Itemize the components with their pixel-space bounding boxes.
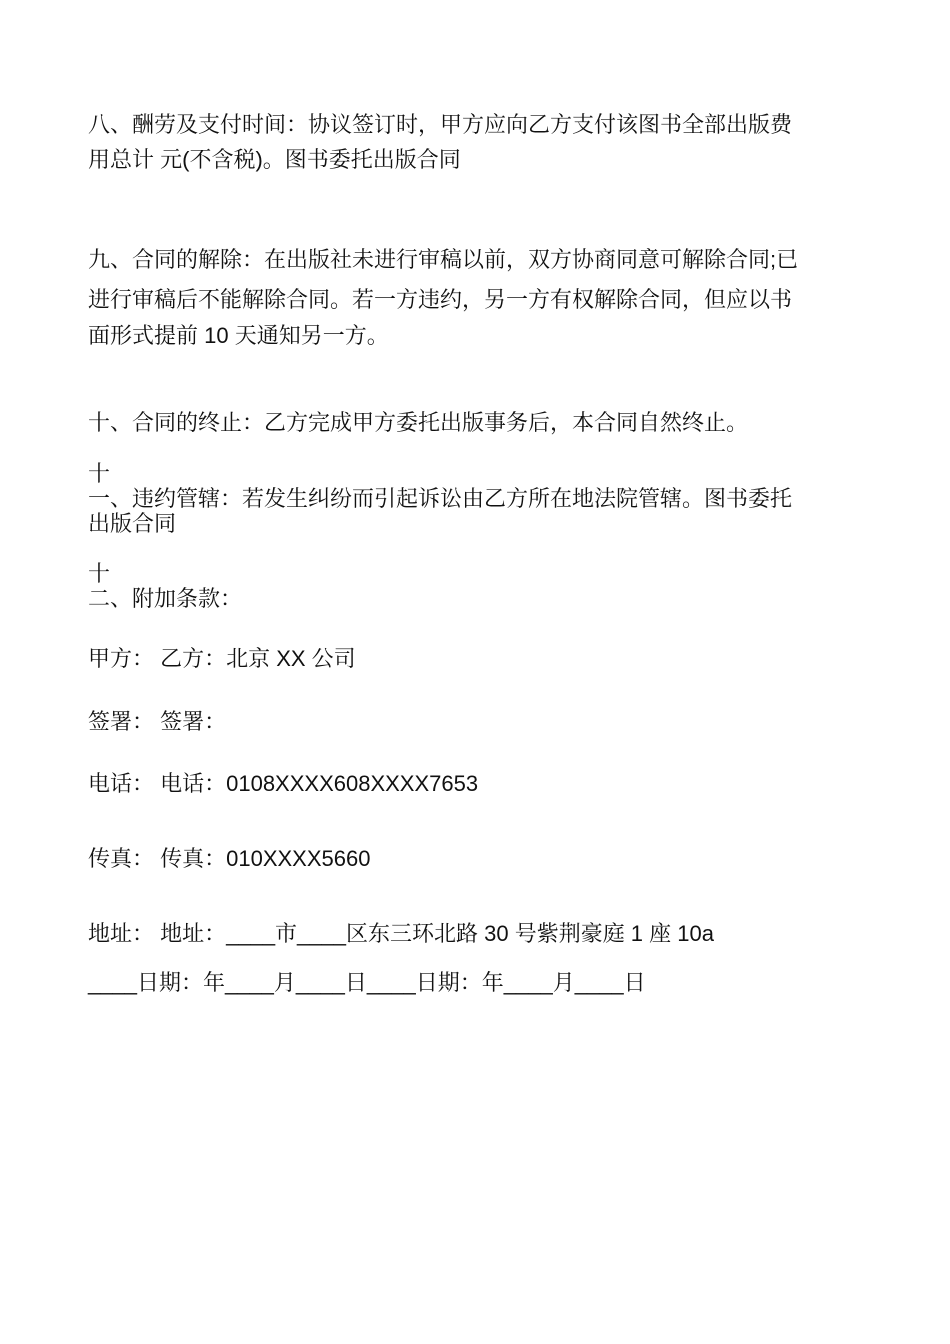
clause-11-line-1: 十 — [88, 461, 111, 486]
clause-9-line-2: 进行审稿后不能解除合同。若一方违约，另一方有权解除合同，但应以书 — [88, 287, 793, 312]
clause-8-line-1: 八、酬劳及支付时间：协议签订时，甲方应向乙方支付该图书全部出版费 — [88, 112, 793, 137]
fax-line: 传真： 传真：010XXXX5660 — [88, 846, 371, 871]
address-line: 地址： 地址：____市____区东三环北路 30 号紫荆豪庭 1 座 10a — [88, 921, 714, 946]
clause-12-line-1: 十 — [88, 561, 111, 586]
parties-line: 甲方： 乙方：北京 XX 公司 — [88, 646, 356, 671]
clause-9-line-1: 九、合同的解除：在出版社未进行审稿以前，双方协商同意可解除合同;已 — [88, 247, 799, 272]
clause-11-line-3: 出版合同 — [88, 511, 177, 536]
signature-line: 签署： 签署： — [88, 709, 227, 734]
clause-11-line-2: 一、违约管辖：若发生纠纷而引起诉讼由乙方所在地法院管辖。图书委托 — [88, 486, 793, 511]
clause-10-line-1: 十、合同的终止：乙方完成甲方委托出版事务后，本合同自然终止。 — [88, 410, 749, 435]
clause-12-line-2: 二、附加条款： — [88, 586, 243, 611]
clause-8-line-2: 用总计 元(不含税)。图书委托出版合同 — [88, 147, 461, 172]
date-line: ____日期：年____月____日____日期：年____月____日 — [88, 970, 646, 995]
phone-line: 电话： 电话：0108XXXX608XXXX7653 — [88, 771, 479, 796]
clause-9-line-3: 面形式提前 10 天通知另一方。 — [88, 323, 389, 348]
